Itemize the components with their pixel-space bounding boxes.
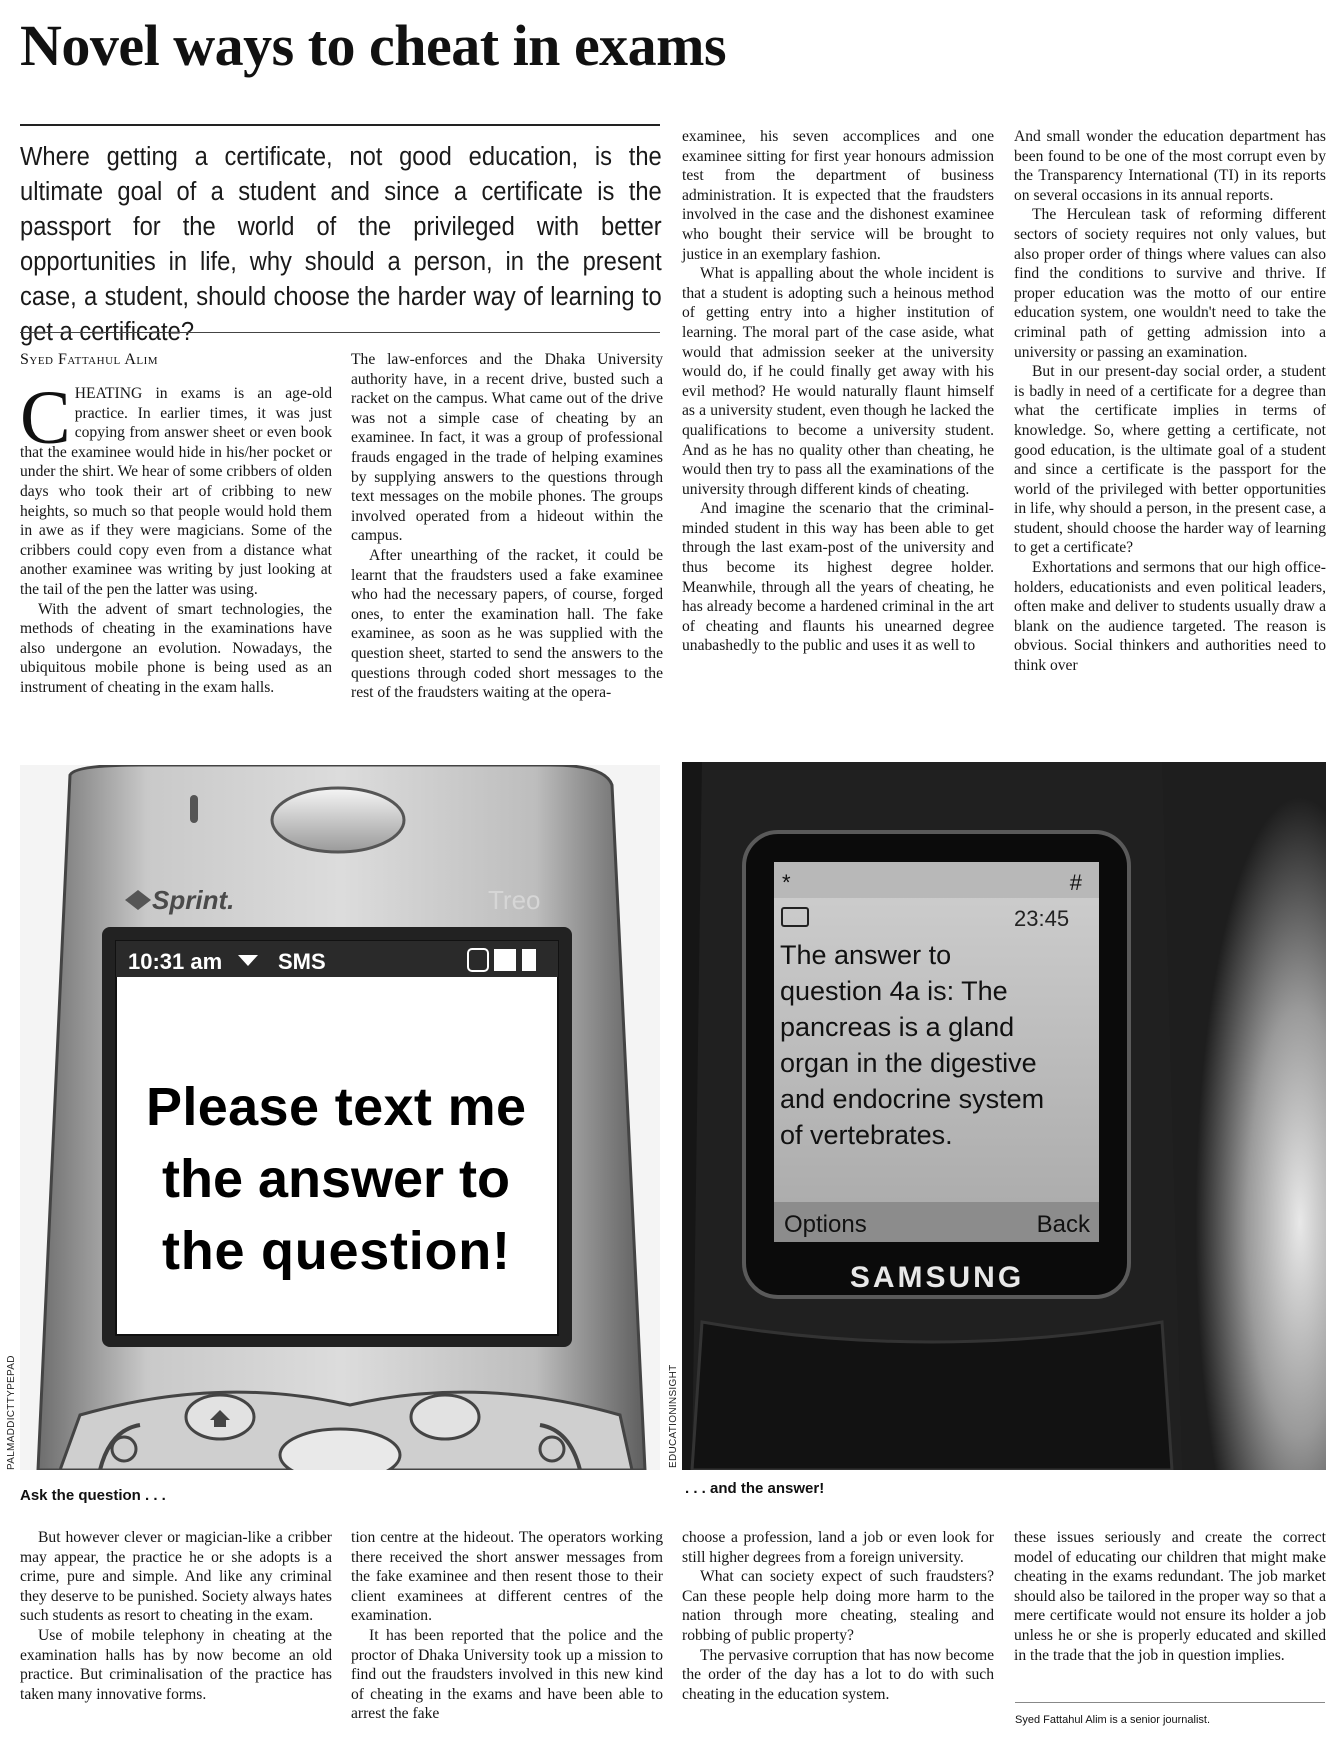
paragraph: The pervasive corruption that has now become the order of the day has a lot to do with such cheating in the education system. (682, 1646, 994, 1703)
sms-line-5: and endocrine system (780, 1084, 1045, 1114)
sms-line-2: question 4a is: The (780, 976, 1008, 1006)
headline-rule (20, 124, 660, 126)
author-note: Syed Fattahul Alim is a senior journalist. (1015, 1714, 1211, 1726)
phone-illustration-left (20, 765, 660, 1470)
paragraph: Exhortations and sermons that our high office-holders, educationists and even political leaders, often make and deliver to students usually draw a blank on the audience targeted. The reason is obvious. Social thinkers and authorities need to think over (1014, 559, 1326, 675)
paragraph: But however clever or magician-like a cribber may appear, the practice he or she adopts is a crime, pure and simple. And like any criminal they deserve to be punished. Society always hates such students as resort to cheating in the exam. (20, 1529, 332, 1625)
article-column-2-continued (351, 1528, 663, 1724)
paragraph: But in our present-day social order, a student is badly in need of a certificate for a degree than what the certificate implies in terms of knowledge. So, where getting a certificate, not good education, is the ultimate goal of a student and since a certificate is the passport for the world of the privileged with better opportunities in life, why should a person, in the present case, a student, should choose the harder way of learning to get a certificate? (1014, 363, 1326, 557)
sms-line-2: the answer to (162, 1149, 510, 1209)
headline: Novel ways to cheat in exams (20, 13, 727, 78)
svg-text:Sprint.: Sprint. (152, 885, 235, 915)
standfirst: Where getting a certificate, not good education, is the ultimate goal of a student and since a certificate is the passport for the world of the privileged with better opportunities in life, why should a person, in the present case, a student, should choose the harder way of learning to get a certificate? (20, 143, 662, 346)
photo-samsung-phone (682, 762, 1326, 1470)
photo-credit-left: PALMADDICTTYPEPAD (6, 1355, 17, 1470)
keypad (60, 1392, 632, 1470)
article-column-2 (351, 350, 663, 703)
byline: Syed Fattahul Alim (20, 351, 159, 368)
status-time: 23:45 (1014, 906, 1070, 931)
article-column-3 (682, 127, 994, 656)
paragraph: With the advent of smart technologies, the methods of cheating in the examinations have also undergone an evolution. Nowadays, the ubiquitous mobile phone is being used as an instrument of cheating in the exam halls. (20, 600, 332, 696)
drop-cap: C (20, 376, 71, 460)
caption-right: . . . and the answer! (685, 1480, 825, 1497)
author-note-rule (1015, 1702, 1325, 1703)
paragraph: And small wonder the education department has been found to be one of the most corrupt even by the Transparency International (TI) in its reports on several occasions in its annual reports. (1014, 128, 1326, 204)
star-key-icon: * (782, 870, 791, 895)
paragraph: The law-enforces and the Dhaka University authority have, in a recent drive, busted such a racket on the campus. What came out of the drive was not a simple case of cheating by an examinee. In fact, it was a group of professional frauds engaged in the trade of helping examines by supplying answers to the questions through text messages on the mobile phones. The groups involved operated from a hideout within the campus. (351, 351, 663, 545)
sms-line-6: of vertebrates. (780, 1120, 953, 1150)
brand-logo: SAMSUNG (849, 1261, 1025, 1294)
paragraph: tion centre at the hideout. The operators working there received the short answer messages from the fake examinee and then resent those to their client examinees at different centres of the examination. (351, 1529, 663, 1625)
paragraph: Use of mobile telephony in cheating at the examination halls has by now become an old practice. But criminalisation of the practice has taken many innovative forms. (20, 1626, 332, 1703)
model-logo: Treo (488, 885, 541, 915)
app-title: SMS (278, 949, 326, 974)
back-softkey: Back (1036, 1211, 1090, 1238)
led-indicator (190, 795, 198, 823)
caption-left: Ask the question . . . (20, 1487, 166, 1504)
paragraph: What can society expect of such fraudsters? Can these people help doing more harm to the nation through more cheating, stealing and robbing of public property? (682, 1568, 994, 1644)
hash-key-icon: # (1069, 870, 1082, 895)
options-softkey: Options (784, 1211, 867, 1238)
paragraph: examinee, his seven accomplices and one examinee sitting for first year honours admission test from the department of business administration. It is expected that the fraudsters involved in the case and the dishonest examinee who bought their service will be brought to justice in an exemplary fashion. (682, 128, 994, 263)
paragraph (20, 376, 332, 600)
article-column-3-continued (682, 1528, 994, 1704)
paragraph: It has been reported that the police and the proctor of Dhaka University took up a mission to find out the fraudsters involved in this new kind of cheating in the exams and have been able to arrest the fake (351, 1626, 663, 1723)
article-column-1-continued (20, 1528, 332, 1704)
title-bar (774, 862, 1099, 898)
photo-credit-right: EDUCATIONINSIGHT (668, 1364, 679, 1468)
paragraph: choose a profession, land a job or even look for still higher degrees from a foreign university. (682, 1529, 994, 1566)
standfirst-rule (20, 332, 660, 333)
status-time: 10:31 am (128, 949, 223, 974)
paragraph: these issues seriously and create the correct model of educating our children that might make cheating in the exams redundant. The job market should also be tailored in the proper way so that a mere certificate would not ensure its holder a job unless he or she is properly educated and skilled in the trade that the job in question implies. (1014, 1529, 1326, 1664)
article-column-4-continued (1014, 1528, 1326, 1665)
paragraph: What is appalling about the whole incident is that a student is adopting such a heinous method of getting entry into a higher institution of learning. The moral part of the case aside, what would that admission seeker at the university would do, if he could finally get away with his evil method? He would naturally flaunt himself as a university student, even though he lacked the qualifications to become a university student. And as he has no quality other than cheating, he would then try to pass all the examinations of the university through different kinds of cheating. (682, 265, 994, 498)
keypad-area (692, 1322, 1172, 1470)
paragraph-text: HEATING in exams is an age-old practice. In earlier times, it was just copying from answer sheet or even book that the examinee would hide in his/her pocket or under the shirt. We hear of some cribbers of olden days who took their art of cribbing to new heights, so much so that people would hold them in awe as if they were magicians. Some of the cribbers could copy even from a distance what another examinee was writing by just looking at the tail of the pen the latter was using. (20, 385, 332, 598)
sms-line-3: the question! (162, 1221, 510, 1281)
sms-line-1: Please text me (146, 1077, 526, 1137)
article-column-4 (1014, 127, 1326, 676)
sms-line-1: The answer to (780, 940, 952, 970)
photo-sprint-phone (20, 765, 660, 1470)
article-column-1 (20, 376, 332, 698)
sms-line-4: organ in the digestive (780, 1048, 1037, 1078)
paragraph: After unearthing of the racket, it could be learnt that the fraudsters used a fake examinee who had the necessary papers, of course, forged ones, to enter the examination hall. The fake examinee, as soon as he was supplied with the question sheet, started to send the answers to the questions through coded short messages to the rest of the fraudsters waiting at the opera- (351, 546, 663, 702)
earpiece (272, 788, 404, 852)
paragraph: And imagine the scenario that the criminal-minded student in this way has been able to get through the last exam-post of the university and thus become its highest degree holder. Meanwhile, through all the years of cheating, he has already become a hardened criminal in the art of cheating and flaunts his unearned degree unabashedly to the public and uses it as well to (682, 500, 994, 655)
paragraph: The Herculean task of reforming different sectors of society requires not only values, but also proper order of things where values can also find the conditions to survive and thrive. If proper education was the motto of our entire education system, one wouldn't need to take the criminal path of getting admission into a university or passing an examination. (1014, 206, 1326, 361)
phone-illustration-right (682, 762, 1326, 1470)
sms-line-3: pancreas is a gland (780, 1012, 1015, 1042)
